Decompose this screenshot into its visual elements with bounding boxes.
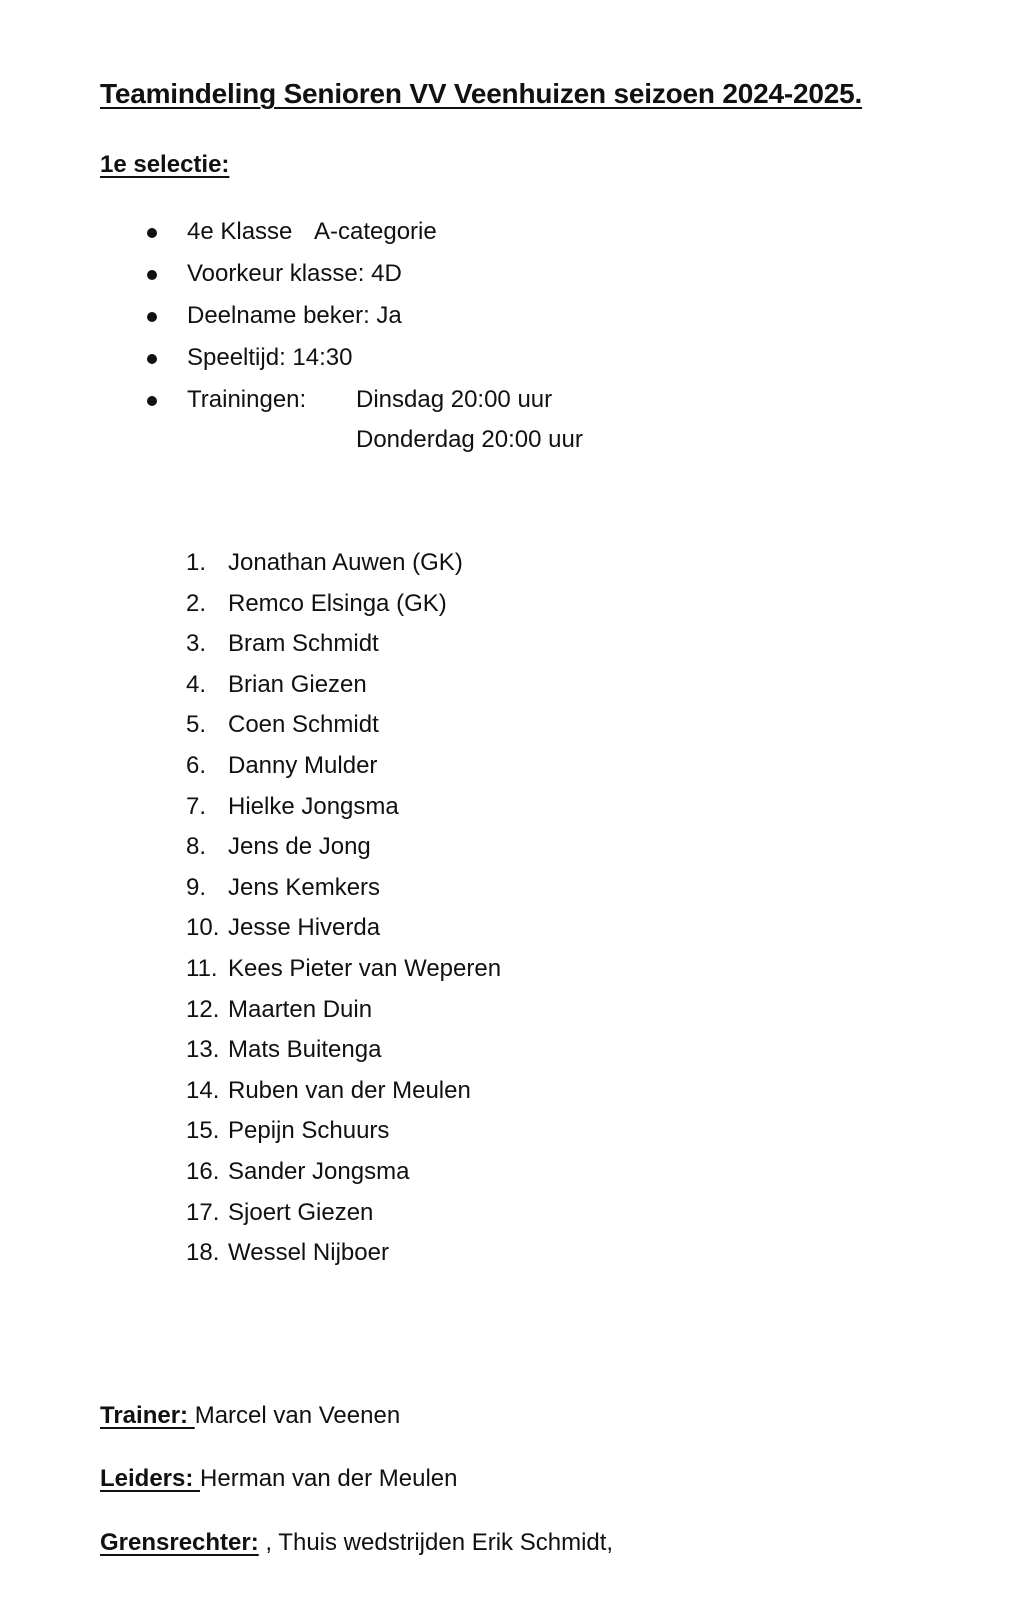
player-name: Bram Schmidt — [228, 630, 379, 658]
player-number: 7. — [186, 792, 207, 820]
trainer-line — [100, 1400, 400, 1432]
player-name: Jens de Jong — [228, 833, 371, 861]
document-title: Teamindeling Senioren VV Veenhuizen seizoen 2024-2025. — [100, 78, 863, 109]
player-name: Ruben van der Meulen — [228, 1076, 471, 1104]
training-schedule-1: Dinsdag 20:00 uur — [356, 386, 553, 413]
player-number: 13. — [186, 1036, 220, 1064]
player-number: 8. — [186, 833, 207, 861]
player-number: 5. — [186, 711, 207, 739]
bullet-icon — [147, 312, 157, 322]
player-name: Hielke Jongsma — [228, 792, 399, 820]
grensrechter-line — [100, 1527, 613, 1559]
bullet-icon — [147, 396, 157, 406]
player-number: 9. — [186, 873, 207, 901]
player-number: 4. — [186, 670, 207, 698]
training-schedule-2: Donderdag 20:00 uur — [356, 426, 583, 453]
leiders-value: Herman van der Meulen — [200, 1465, 458, 1492]
player-name: Coen Schmidt — [228, 711, 379, 739]
player-name: Kees Pieter van Weperen — [228, 954, 502, 982]
grensrechter-value: , Thuis wedstrijden Erik Schmidt, — [258, 1529, 614, 1556]
player-number: 11. — [186, 954, 218, 982]
player-name: Remco Elsinga (GK) — [228, 589, 447, 617]
player-name: Maarten Duin — [228, 995, 373, 1023]
player-name: Pepijn Schuurs — [228, 1117, 390, 1145]
player-number: 17. — [186, 1198, 220, 1226]
trainer-value: Marcel van Veenen — [194, 1402, 401, 1429]
player-name: Sander Jongsma — [228, 1157, 410, 1185]
player-name: Wessel Nijboer — [228, 1239, 389, 1267]
player-number: 18. — [186, 1239, 220, 1267]
player-name: Jens Kemkers — [228, 873, 381, 901]
leiders-label: Leiders: — [100, 1465, 201, 1492]
player-number: 12. — [186, 995, 220, 1023]
bullet-icon — [147, 354, 157, 364]
player-number: 2. — [186, 589, 207, 617]
section-heading: 1e selectie: — [100, 151, 230, 178]
player-number: 3. — [186, 630, 207, 658]
player-name: Mats Buitenga — [228, 1036, 382, 1064]
player-name: Jesse Hiverda — [228, 914, 381, 942]
bullet-icon — [147, 228, 157, 238]
player-number: 14. — [186, 1076, 220, 1104]
info-categorie: A-categorie — [314, 218, 437, 245]
info-speeltijd: Speeltijd: 14:30 — [187, 344, 353, 371]
player-name: Brian Giezen — [228, 670, 367, 698]
player-number: 6. — [186, 751, 207, 779]
player-name: Sjoert Giezen — [228, 1198, 374, 1226]
player-name: Danny Mulder — [228, 751, 378, 779]
leiders-line — [100, 1463, 458, 1495]
info-voorkeur: Voorkeur klasse: 4D — [187, 260, 402, 287]
info-beker: Deelname beker: Ja — [187, 302, 402, 329]
info-klasse: 4e Klasse — [187, 218, 293, 245]
player-name: Jonathan Auwen (GK) — [228, 549, 463, 576]
grensrechter-label: Grensrechter: — [100, 1529, 259, 1556]
player-number: 1. — [186, 549, 207, 576]
trainer-label: Trainer: — [100, 1402, 195, 1429]
player-number: 10. — [186, 914, 220, 942]
bullet-icon — [147, 270, 157, 280]
info-trainingen-label: Trainingen: — [187, 386, 307, 413]
player-number: 16. — [186, 1157, 220, 1185]
player-number: 15. — [186, 1117, 220, 1145]
